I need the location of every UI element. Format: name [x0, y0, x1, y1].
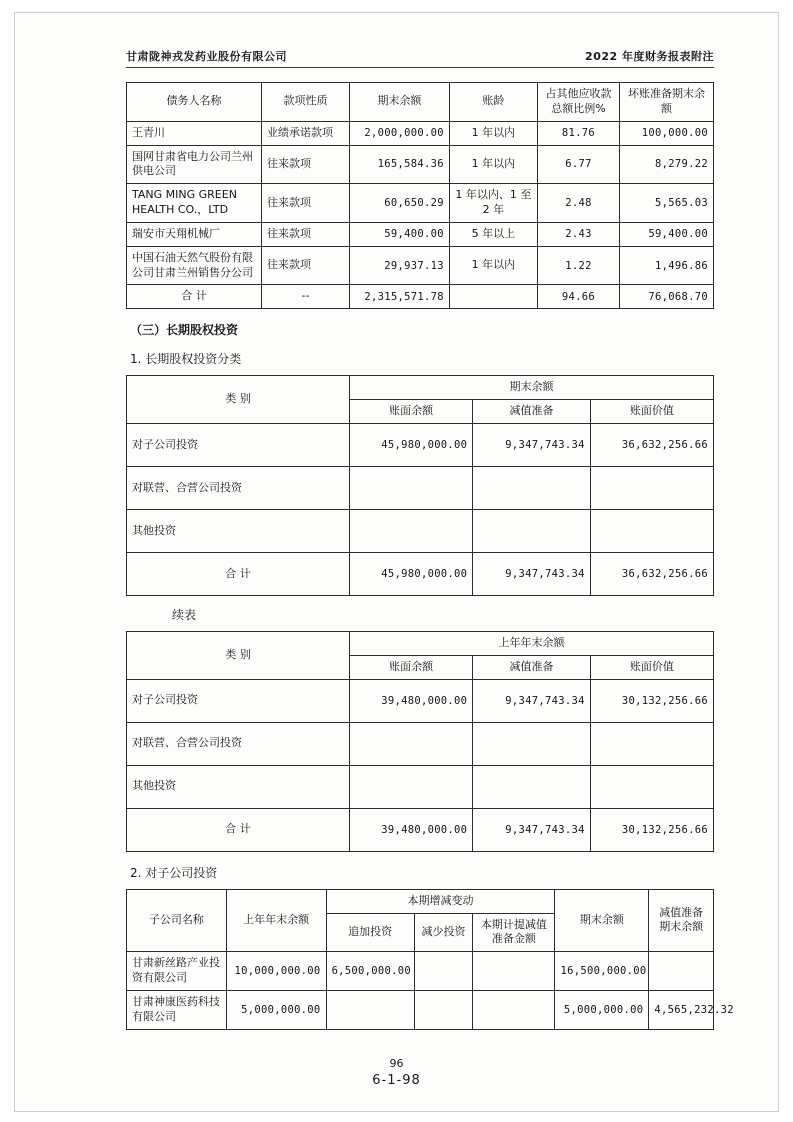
col-subsidiary-name: 子公司名称: [127, 889, 227, 952]
cell-total-label: 合 计: [127, 552, 350, 595]
cell-book-balance: 45,980,000.00: [350, 423, 473, 466]
cell-total-ratio: 94.66: [537, 285, 619, 309]
cell-additional-investment: [326, 990, 414, 1029]
cell-category: 对联营、合营公司投资: [127, 466, 350, 509]
col-nature: 款项性质: [262, 83, 350, 122]
table-row: [127, 121, 714, 145]
cell-aging: 1 年以内: [449, 246, 537, 285]
table-row: [127, 509, 714, 552]
cell-ratio: 2.43: [537, 222, 619, 246]
cell-current-impairment: [473, 990, 555, 1029]
cell-ending-balance: 5,000,000.00: [555, 990, 649, 1029]
col-group-prior-balance: 上年年末余额: [350, 631, 714, 655]
cell-book-value: [590, 509, 713, 552]
cell-provision: 59,400.00: [620, 222, 714, 246]
cell-total-label: 合 计: [127, 285, 262, 309]
col-ending-balance: 期末余额: [350, 83, 450, 122]
cell-impairment: [473, 509, 590, 552]
cell-book-value: 30,132,256.66: [590, 679, 713, 722]
cell-ratio: 81.76: [537, 121, 619, 145]
col-prior-balance: 上年年末余额: [226, 889, 326, 952]
cell-aging: 1 年以内、1 至 2 年: [449, 184, 537, 223]
col-aging: 账龄: [449, 83, 537, 122]
cell-total-book-value: 30,132,256.66: [590, 808, 713, 851]
col-ending-balance: 期末余额: [555, 889, 649, 952]
cell-category: 对子公司投资: [127, 423, 350, 466]
table-debtors: [126, 82, 714, 309]
cell-book-balance: [350, 509, 473, 552]
cell-total-provision: 76,068.70: [620, 285, 714, 309]
cell-debtor-name: 瑞安市天翔机械厂: [127, 222, 262, 246]
table-row: [127, 722, 714, 765]
table-row: [127, 679, 714, 722]
table-lt-equity-prior: [126, 631, 714, 852]
cell-provision: 1,496.86: [620, 246, 714, 285]
col-reduced-investment: 减少投资: [414, 913, 473, 952]
table-row: [127, 246, 714, 285]
table-row: [127, 952, 714, 991]
table-header-row: [127, 83, 714, 122]
table-row: [127, 423, 714, 466]
cell-debtor-name: 王青川: [127, 121, 262, 145]
cell-total-nature: --: [262, 285, 350, 309]
col-debtor-name: 债务人名称: [127, 83, 262, 122]
table-header-row-group: [127, 631, 714, 655]
col-category: 类 别: [127, 376, 350, 424]
cell-total-book-balance: 39,480,000.00: [350, 808, 473, 851]
col-bad-debt-provision: 坏账准备期末余额: [620, 83, 714, 122]
col-current-impairment: 本期计提减值准备金额: [473, 913, 555, 952]
cell-subsidiary-name: 甘肃神康医药科技有限公司: [127, 990, 227, 1029]
table-header-row-group: [127, 889, 714, 913]
subsection-title-classification: 1. 长期股权投资分类: [130, 352, 242, 367]
cell-debtor-name: TANG MING GREEN HEALTH CO.，LTD: [127, 184, 262, 223]
header-doc-title: 2022 年度财务报表附注: [585, 50, 714, 63]
cell-book-balance: [350, 466, 473, 509]
col-book-balance: 账面余额: [350, 655, 473, 679]
header-company: 甘肃陇神戎发药业股份有限公司: [126, 50, 287, 63]
page-footer: [0, 1057, 793, 1088]
cell-debtor-name: 国网甘肃省电力公司兰州供电公司: [127, 145, 262, 184]
col-category: 类 别: [127, 631, 350, 679]
col-book-value: 账面价值: [590, 400, 713, 424]
cell-total-book-value: 36,632,256.66: [590, 552, 713, 595]
cell-debtor-name: 中国石油天然气股份有限公司甘肃兰州销售分公司: [127, 246, 262, 285]
cell-reduced-investment: [414, 952, 473, 991]
cell-ratio: 2.48: [537, 184, 619, 223]
cell-prior-balance: 10,000,000.00: [226, 952, 326, 991]
cell-book-value: [590, 765, 713, 808]
cell-total-book-balance: 45,980,000.00: [350, 552, 473, 595]
cell-total-label: 合 计: [127, 808, 350, 851]
cell-book-balance: [350, 765, 473, 808]
col-impairment: 减值准备: [473, 655, 590, 679]
cell-impairment: [473, 765, 590, 808]
cell-ratio: 6.77: [537, 145, 619, 184]
table-row: [127, 184, 714, 223]
page-content: [126, 48, 734, 1030]
cell-balance: 2,000,000.00: [350, 121, 450, 145]
cell-book-value: [590, 722, 713, 765]
cell-nature: 往来款项: [262, 246, 350, 285]
cell-book-value: [590, 466, 713, 509]
page-number: 96: [389, 1057, 404, 1070]
cell-provision: 100,000.00: [620, 121, 714, 145]
page-header: [126, 48, 714, 68]
cell-aging: 5 年以上: [449, 222, 537, 246]
subsection-title-subsidiary-investment: 2. 对子公司投资: [130, 865, 218, 880]
cell-ending-balance: 16,500,000.00: [555, 952, 649, 991]
table-row: [127, 466, 714, 509]
continued-table-label: 续表: [172, 607, 197, 622]
table-header-row-group: [127, 376, 714, 400]
cell-nature: 往来款项: [262, 222, 350, 246]
table-row: [127, 145, 714, 184]
table-row: [127, 990, 714, 1029]
col-group-period-change: 本期增减变动: [326, 889, 555, 913]
cell-subsidiary-name: 甘肃新丝路产业投资有限公司: [127, 952, 227, 991]
cell-book-value: 36,632,256.66: [590, 423, 713, 466]
col-ratio: 占其他应收款总额比例%: [537, 83, 619, 122]
cell-current-impairment: [473, 952, 555, 991]
col-book-value: 账面价值: [590, 655, 713, 679]
col-additional-investment: 追加投资: [326, 913, 414, 952]
cell-category: 对联营、合营公司投资: [127, 722, 350, 765]
cell-provision: 8,279.22: [620, 145, 714, 184]
cell-provision: 5,565.03: [620, 184, 714, 223]
cell-book-balance: [350, 722, 473, 765]
cell-ratio: 1.22: [537, 246, 619, 285]
cell-book-balance: 39,480,000.00: [350, 679, 473, 722]
col-group-ending-balance: 期末余额: [350, 376, 714, 400]
table-total-row: [127, 808, 714, 851]
col-impairment: 减值准备: [473, 400, 590, 424]
cell-additional-investment: 6,500,000.00: [326, 952, 414, 991]
cell-total-impairment: 9,347,743.34: [473, 552, 590, 595]
cell-balance: 60,650.29: [350, 184, 450, 223]
cell-nature: 业绩承诺款项: [262, 121, 350, 145]
cell-balance: 29,937.13: [350, 246, 450, 285]
table-row: [127, 222, 714, 246]
section-title-long-term-equity: （三）长期股权投资: [130, 323, 239, 338]
cell-total-impairment: 9,347,743.34: [473, 808, 590, 851]
cell-total-aging: [449, 285, 537, 309]
cell-prior-balance: 5,000,000.00: [226, 990, 326, 1029]
table-total-row: [127, 552, 714, 595]
page-identifier: 6-1-98: [372, 1073, 421, 1088]
cell-impairment-ending: [649, 952, 714, 991]
cell-reduced-investment: [414, 990, 473, 1029]
table-lt-equity-current: [126, 375, 714, 596]
cell-impairment: [473, 722, 590, 765]
cell-impairment: 9,347,743.34: [473, 423, 590, 466]
table-row: [127, 765, 714, 808]
cell-nature: 往来款项: [262, 184, 350, 223]
cell-impairment-ending: 4,565,232.32: [649, 990, 714, 1029]
table-total-row: [127, 285, 714, 309]
cell-impairment: 9,347,743.34: [473, 679, 590, 722]
cell-category: 其他投资: [127, 765, 350, 808]
cell-aging: 1 年以内: [449, 121, 537, 145]
cell-category: 其他投资: [127, 509, 350, 552]
table-subsidiary-investment: [126, 889, 734, 1030]
cell-category: 对子公司投资: [127, 679, 350, 722]
cell-balance: 165,584.36: [350, 145, 450, 184]
cell-nature: 往来款项: [262, 145, 350, 184]
col-book-balance: 账面余额: [350, 400, 473, 424]
cell-impairment: [473, 466, 590, 509]
cell-aging: 1 年以内: [449, 145, 537, 184]
cell-total-balance: 2,315,571.78: [350, 285, 450, 309]
col-impairment-ending: 减值准备期末余额: [649, 889, 714, 952]
cell-balance: 59,400.00: [350, 222, 450, 246]
